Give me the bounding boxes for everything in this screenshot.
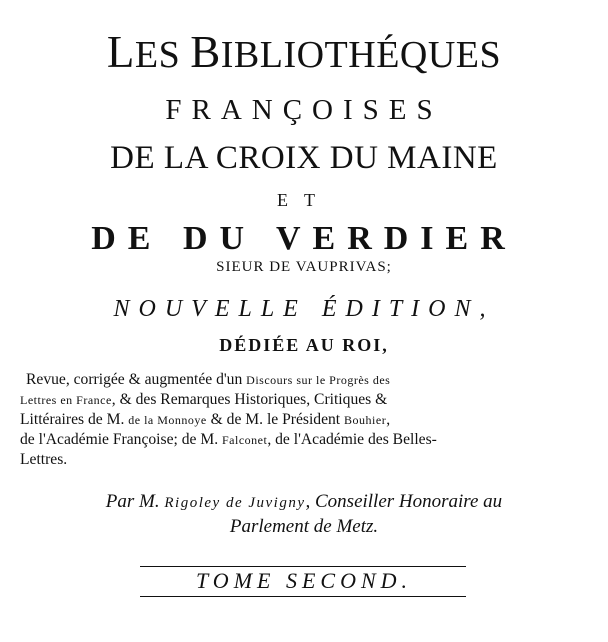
sieur-line: SIEUR DE VAUPRIVAS; xyxy=(216,259,392,275)
title-line-3: DE LA CROIX DU MAINE xyxy=(110,140,498,176)
title-line-4: DE DU VERDIER xyxy=(91,220,517,257)
text-run: , xyxy=(386,411,391,428)
text-run: Littéraires de M. xyxy=(20,411,129,428)
small-caps-run: de la Monnoye xyxy=(128,413,207,427)
description-line-1 xyxy=(18,370,590,390)
text-run: de l'Académie Françoise; de M. xyxy=(20,431,222,448)
description-paragraph xyxy=(18,370,590,470)
description-line-2 xyxy=(18,390,590,410)
title-les: ES xyxy=(134,34,191,76)
tome-rule-bottom xyxy=(140,596,466,597)
author-name: Rigoley de Juvigny xyxy=(164,495,306,511)
tome-rule-top xyxy=(140,566,466,567)
title-initial-l: L xyxy=(106,27,135,77)
text-run: , Conseiller Honoraire au xyxy=(305,491,503,512)
title-bibliotheques: IBLIOTHÉQUES xyxy=(220,34,502,76)
text-run: , & des Remarques Historiques, Critiques & xyxy=(111,391,388,408)
edition-line: NOUVELLE ÉDITION, xyxy=(113,296,495,322)
small-caps-run: Falconet xyxy=(222,433,268,447)
description-line-4 xyxy=(18,430,590,450)
small-caps-run: Discours sur le Progrès des xyxy=(246,373,391,387)
text-run: Parlement de Metz. xyxy=(229,516,379,537)
text-run: , de l'Académie des Belles- xyxy=(267,431,437,448)
text-run: Par M. xyxy=(105,491,165,512)
dedication-line: DÉDIÉE AU ROI, xyxy=(219,335,389,355)
description-line-5: Lettres. xyxy=(20,451,68,468)
title-et: ET xyxy=(277,190,331,210)
author-statement xyxy=(0,490,608,539)
title-initial-b: B xyxy=(190,27,221,77)
title-line-2: FRANÇOISES xyxy=(165,94,443,126)
small-caps-run: Bouhier xyxy=(344,413,387,427)
small-caps-run: Lettres en France xyxy=(20,393,112,407)
description-line-3 xyxy=(18,410,590,430)
title-line-1 xyxy=(0,27,608,77)
tome-label: TOME SECOND. xyxy=(195,568,413,593)
text-run: Revue, corrigée & augmentée d'un xyxy=(26,371,247,388)
text-run: & de M. le Président xyxy=(206,411,345,428)
